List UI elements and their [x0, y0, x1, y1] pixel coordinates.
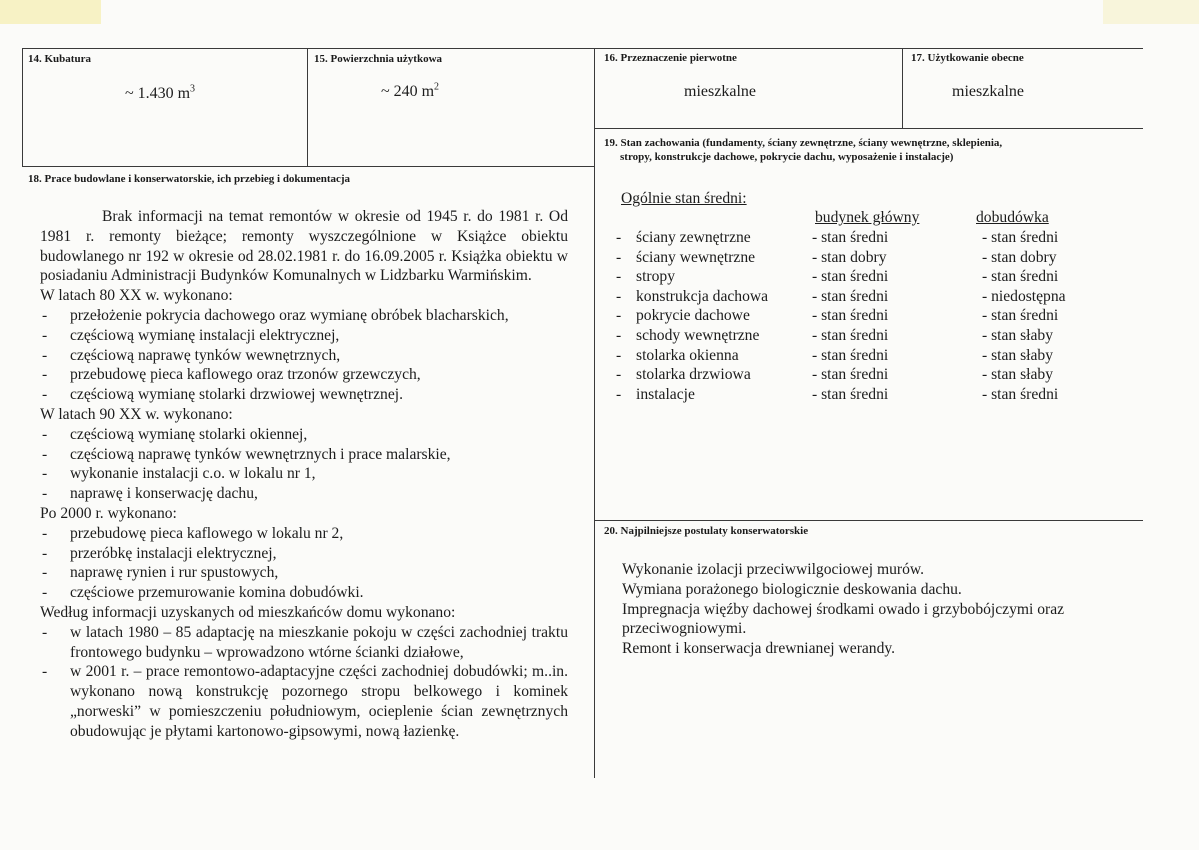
- stan-row: [616, 346, 1176, 366]
- stan-element-name: stolarka okienna: [636, 346, 739, 364]
- bullet-dash: -: [616, 287, 622, 305]
- stan-value-ext: - stan średni: [982, 229, 1059, 246]
- rule-lower-right: [594, 520, 1143, 521]
- powierzchnia-label: 15. Powierzchnia użytkowa: [314, 53, 443, 65]
- divider-main: [594, 48, 595, 778]
- stan-value-ext: - stan średni: [982, 307, 1059, 325]
- stan-general: Ogólnie stan średni:: [621, 190, 747, 207]
- kubatura-value: [60, 84, 260, 104]
- kubatura-label: 14. Kubatura: [28, 53, 91, 65]
- bullet-dash: -: [616, 366, 622, 384]
- list-item: - częściową wymianę stolarki okiennej,: [40, 425, 568, 445]
- stan-label-line1: 19. Stan zachowania (fundamenty, ściany zewnętrzne, ściany wewnętrzne, sklepienia,: [604, 137, 1003, 149]
- bullet-dash: -: [616, 248, 622, 266]
- postulaty-content: [622, 560, 1122, 659]
- rule-mid-right: [594, 128, 1143, 129]
- tape-strip-right: [1103, 0, 1199, 24]
- stan-element-name: schody wewnętrzne: [636, 327, 760, 344]
- bullet-dash: -: [616, 327, 622, 344]
- prace-heading-residents: Według informacji uzyskanych od mieszkańców domu wykonano:: [40, 603, 456, 621]
- list-item: - wykonanie instalacji c.o. w lokalu nr 1,: [40, 464, 568, 484]
- divider-left: [22, 48, 23, 166]
- stan-element-name: stolarka drzwiowa: [636, 366, 751, 384]
- przeznaczenie-value: mieszkalne: [684, 83, 756, 100]
- stan-element-name: konstrukcja dachowa: [636, 287, 769, 305]
- bullet-dash: -: [616, 346, 622, 364]
- list-item: - przebudowę pieca kaflowego oraz trzonów grzewczych,: [40, 365, 568, 385]
- stan-value-ext: - stan słaby: [982, 346, 1054, 364]
- postulat-line: Wymiana porażonego biologicznie deskowania dachu.: [622, 580, 962, 598]
- prace-label: 18. Prace budowlane i konserwatorskie, ich przebieg i dokumentacja: [28, 173, 351, 185]
- stan-row: [616, 326, 1176, 346]
- stan-label-line2: stropy, konstrukcje dachowe, pokrycie dachu, wyposażenie i instalacje): [620, 151, 954, 163]
- rule-mid-left: [22, 166, 594, 167]
- postulat-line: przeciwogniowymi.: [622, 620, 747, 638]
- divider-16-17: [902, 48, 903, 128]
- stan-row: [616, 287, 1176, 307]
- stan-table-header: [616, 208, 1176, 228]
- bullet-dash: -: [616, 268, 622, 286]
- stan-value-ext: - niedostępna: [982, 287, 1066, 305]
- list-item: - częściową wymianę instalacji elektrycznej,: [40, 326, 568, 346]
- stan-element-name: instalacje: [636, 385, 695, 403]
- stan-value-main: - stan średni: [812, 327, 889, 344]
- uzytkowanie-value: mieszkalne: [952, 83, 1024, 100]
- bullet-dash: -: [616, 385, 622, 403]
- stan-row: [616, 385, 1176, 405]
- stan-value-main: - stan średni: [812, 287, 889, 305]
- stan-value-main: - stan średni: [812, 366, 889, 384]
- prace-heading-80: W latach 80 XX w. wykonano:: [40, 287, 233, 305]
- stan-row: [616, 306, 1176, 326]
- stan-element-name: pokrycie dachowe: [636, 307, 750, 325]
- prace-list-residents: [40, 623, 568, 742]
- tape-strip-left: [0, 0, 101, 24]
- list-item: - częściową naprawę tynków wewnętrznych,: [40, 346, 568, 366]
- powierzchnia-unit-exponent: 2: [434, 81, 440, 93]
- list-item: - przebudowę pieca kaflowego w lokalu nr 2,: [40, 524, 568, 544]
- stan-element-name: ściany zewnętrzne: [636, 229, 751, 246]
- powierzchnia-value: [330, 82, 490, 102]
- list-item: - w 2001 r. – prace remontowo-adaptacyjne części zachodniej dobudówki; m..in. wykonano nową konstrukcję pozornego stropu belkowego i kominek „norweski” w pomieszczeniu południowym, ocieplenie ścian zewnętrznych obudowując je płytami kartonowo-gipsowymi, nową łazienkę.: [40, 662, 568, 741]
- postulat-line: Wykonanie izolacji przeciwwilgociowej murów.: [622, 561, 925, 578]
- stan-table: [616, 208, 1176, 408]
- stan-row: [616, 228, 1176, 248]
- prace-list-80: [40, 306, 568, 405]
- prace-content: [40, 207, 568, 742]
- list-item: - częściową wymianę stolarki drzwiowej wewnętrznej.: [40, 385, 568, 405]
- divider-14-15: [307, 48, 308, 166]
- kubatura-number: ~ 1.430 m: [124, 85, 191, 102]
- prace-intro: Brak informacji na temat remontów w okresie od 1945 r. do 1981 r. Od 1981 r. remonty bieżące; remonty wyszczególnione w Książce obiektu budowlanego nr 192 w okresie od 28.02.1981 r. do 16.09.2005 r. Książka obiektu w posiadaniu Administracji Budynków Komunalnych w Lidzbarku Warmińskim.: [40, 208, 568, 285]
- prace-list-90: [40, 425, 568, 504]
- stan-value-ext: - stan dobry: [982, 248, 1057, 266]
- stan-value-ext: - stan średni: [982, 268, 1059, 286]
- col-budynek-glowny: budynek główny: [815, 209, 920, 226]
- stan-value-ext: - stan średni: [982, 385, 1059, 403]
- stan-value-ext: - stan słaby: [982, 366, 1054, 384]
- stan-value-main: - stan średni: [812, 346, 889, 364]
- kubatura-unit-exponent: 3: [190, 83, 196, 95]
- prace-heading-2000: Po 2000 r. wykonano:: [40, 504, 177, 522]
- stan-value-main: - stan dobry: [812, 248, 887, 266]
- stan-value-ext: - stan słaby: [982, 327, 1054, 344]
- rule-top: [22, 48, 1143, 49]
- stan-value-main: - stan średni: [812, 268, 889, 286]
- bullet-dash: -: [616, 307, 622, 325]
- powierzchnia-number: ~ 240 m: [380, 83, 435, 100]
- przeznaczenie-label: 16. Przeznaczenie pierwotne: [604, 52, 737, 64]
- uzytkowanie-label: 17. Użytkowanie obecne: [911, 52, 1024, 64]
- prace-heading-90: W latach 90 XX w. wykonano:: [40, 405, 233, 423]
- stan-element-name: ściany wewnętrzne: [636, 248, 756, 266]
- postulat-line: Impregnacja więźby dachowej środkami owado i grzybobójczymi oraz: [622, 600, 1065, 618]
- stan-row: [616, 267, 1176, 287]
- postulat-line: Remont i konserwacja drewnianej werandy.: [622, 640, 896, 658]
- col-dobudowka: dobudówka: [976, 209, 1049, 226]
- stan-row: [616, 365, 1176, 385]
- list-item: - naprawę i konserwację dachu,: [40, 484, 568, 504]
- list-item: - przełożenie pokrycia dachowego oraz wymianę obróbek blacharskich,: [40, 306, 568, 326]
- bullet-dash: -: [616, 229, 622, 246]
- postulaty-label: 20. Najpilniejsze postulaty konserwatorskie: [604, 525, 809, 537]
- stan-value-main: - stan średni: [812, 307, 889, 325]
- list-item: - naprawę rynien i rur spustowych,: [40, 563, 568, 583]
- list-item: - częściowe przemurowanie komina dobudówki.: [40, 583, 568, 603]
- list-item: - w latach 1980 – 85 adaptację na mieszkanie pokoju w części zachodniej traktu frontowego budynku – wprowadzono wtórne ścianki działowe,: [40, 623, 568, 663]
- list-item: - częściową naprawę tynków wewnętrznych i prace malarskie,: [40, 445, 568, 465]
- prace-list-2000: [40, 524, 568, 603]
- stan-value-main: - stan średni: [812, 385, 889, 403]
- stan-row: [616, 248, 1176, 268]
- stan-label: [604, 136, 1134, 164]
- list-item: - przeróbkę instalacji elektrycznej,: [40, 544, 568, 564]
- stan-value-main: - stan średni: [812, 229, 889, 246]
- stan-element-name: stropy: [636, 268, 675, 286]
